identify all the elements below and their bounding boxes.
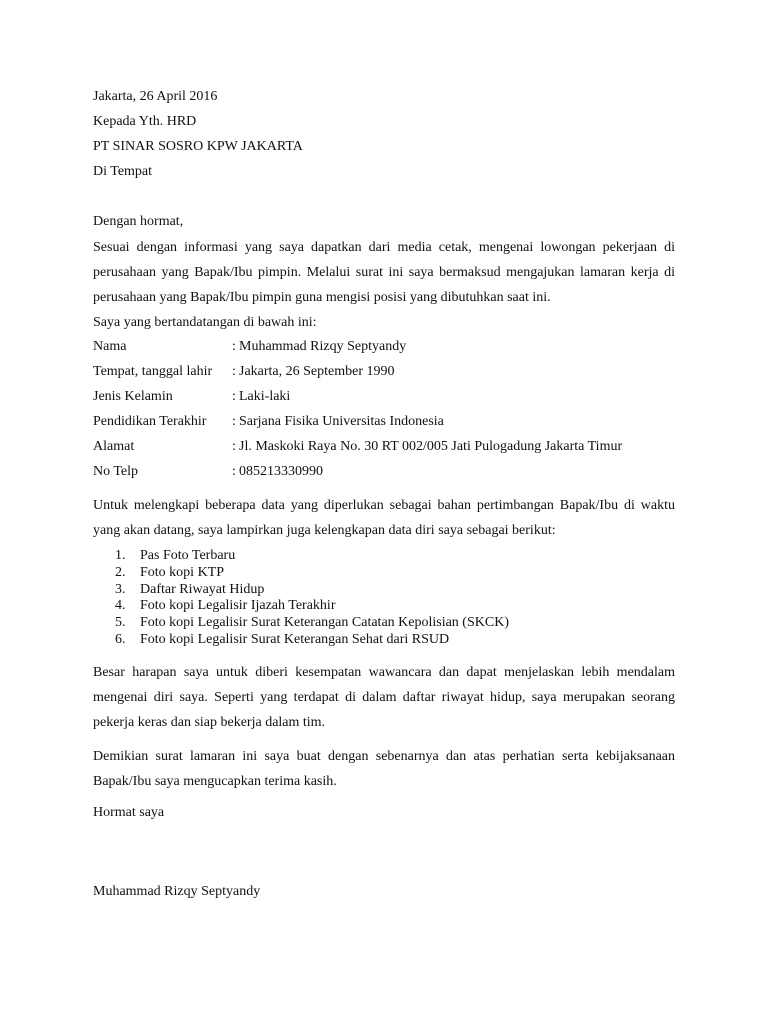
- sign-off: Hormat saya: [93, 805, 165, 820]
- data-row-phone: [93, 462, 693, 482]
- data-value: 085213330990: [239, 464, 323, 479]
- list-text: Foto kopi Legalisir Ijazah Terakhir: [140, 598, 336, 614]
- list-item: [93, 548, 613, 565]
- list-number: 2.: [115, 564, 126, 580]
- list-item: [93, 598, 613, 615]
- closing-paragraph: Demikian surat lamaran ini saya buat dengan sebenarnya dan atas perhatian serta kebijaksanaan Bapak/Ibu saya mengucapkan terima kasih.: [93, 749, 675, 789]
- data-label: Pendidikan Terakhir: [93, 414, 207, 429]
- data-row-address: [93, 437, 693, 457]
- data-value: Jl. Maskoki Raya No. 30 RT 002/005 Jati Pulogadung Jakarta Timur: [239, 439, 623, 454]
- list-item: [93, 615, 613, 632]
- data-colon: :: [232, 414, 236, 429]
- data-value: Laki-laki: [239, 389, 291, 404]
- recipient-place: Di Tempat: [93, 164, 153, 179]
- signature-name: Muhammad Rizqy Septyandy: [93, 884, 261, 899]
- data-value: Jakarta, 26 September 1990: [239, 364, 395, 379]
- data-value: Sarjana Fisika Universitas Indonesia: [239, 414, 444, 429]
- list-text: Foto kopi KTP: [140, 564, 225, 580]
- list-number: 4.: [115, 598, 126, 614]
- data-value: Muhammad Rizqy Septyandy: [239, 339, 407, 354]
- data-row-gender: [93, 387, 693, 407]
- data-row-education: [93, 412, 693, 432]
- data-label: Alamat: [93, 439, 135, 454]
- list-text: Pas Foto Terbaru: [140, 548, 236, 563]
- recipient-to: Kepada Yth. HRD: [93, 114, 197, 129]
- list-number: 3.: [115, 581, 126, 597]
- list-text: Foto kopi Legalisir Surat Keterangan Catatan Kepolisian (SKCK): [140, 615, 509, 631]
- list-text: Foto kopi Legalisir Surat Keterangan Sehat dari RSUD: [140, 631, 450, 647]
- data-row-nama: [93, 337, 693, 357]
- list-number: 1.: [115, 548, 126, 563]
- data-colon: :: [232, 389, 236, 404]
- list-number: 6.: [115, 631, 126, 647]
- data-label: Jenis Kelamin: [93, 389, 173, 404]
- data-label: Nama: [93, 339, 127, 354]
- list-number: 5.: [115, 615, 126, 631]
- data-label: Tempat, tanggal lahir: [93, 364, 213, 379]
- intro-paragraph: Sesuai dengan informasi yang saya dapatkan dari media cetak, mengenai lowongan pekerjaan di perusahaan yang Bapak/Ibu pimpin. Melalui surat ini saya bermaksud mengajukan lamaran kerja di perusahaan yang Bapak/Ibu pimpin guna mengisi posisi yang dibutuhkan saat ini.: [93, 240, 675, 305]
- intro-last-line: Saya yang bertandatangan di bawah ini:: [93, 315, 317, 330]
- data-colon: :: [232, 339, 236, 354]
- letter-date: Jakarta, 26 April 2016: [93, 89, 218, 104]
- data-colon: :: [232, 364, 236, 379]
- salutation: Dengan hormat,: [93, 214, 184, 229]
- recipient-company: PT SINAR SOSRO KPW JAKARTA: [93, 139, 303, 154]
- data-colon: :: [232, 464, 236, 479]
- attachments-intro: Untuk melengkapi beberapa data yang diperlukan sebagai bahan pertimbangan Bapak/Ibu di waktu yang akan datang, saya lampirkan juga kelengkapan data diri saya sebagai berikut:: [93, 498, 675, 538]
- list-item: [93, 582, 613, 599]
- list-text: Daftar Riwayat Hidup: [140, 581, 265, 597]
- list-item: [93, 565, 613, 582]
- data-label: No Telp: [93, 464, 139, 479]
- hope-paragraph: Besar harapan saya untuk diberi kesempatan wawancara dan dapat menjelaskan lebih mendalam mengenai diri saya. Seperti yang terdapat di dalam daftar riwayat hidup, saya merupakan seorang pekerja keras dan siap bekerja dalam tim.: [93, 665, 675, 730]
- list-item: [93, 632, 613, 649]
- data-colon: :: [232, 439, 236, 454]
- attachments-list: [93, 548, 613, 649]
- data-row-ttl: [93, 362, 693, 382]
